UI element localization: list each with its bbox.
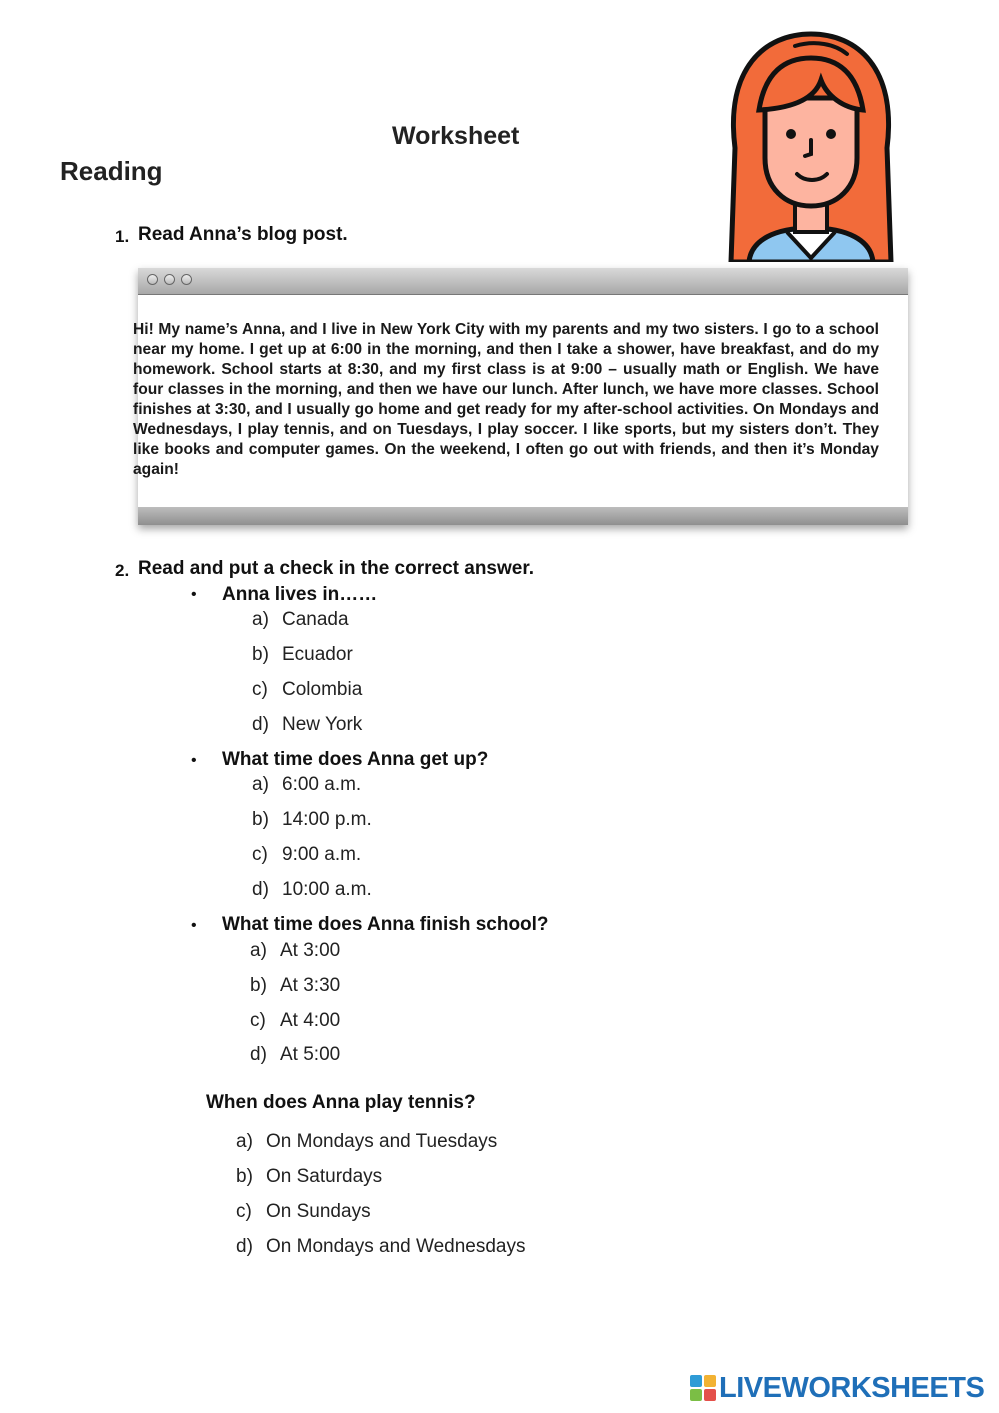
browser-footer-bar <box>138 507 908 525</box>
answer-option[interactable]: d) New York <box>252 714 363 735</box>
answer-option[interactable]: b) At 3:30 <box>250 975 341 996</box>
bullet: • <box>191 917 197 934</box>
answer-option[interactable]: a) At 3:00 <box>250 940 341 961</box>
bullet: • <box>191 586 197 603</box>
sub-question: Anna lives in…… <box>222 584 378 605</box>
question-text: Read and put a check in the correct answer. <box>138 558 534 579</box>
answer-option[interactable]: c) On Sundays <box>236 1201 371 1222</box>
question-number: 1. <box>115 227 130 246</box>
sub-question: What time does Anna get up? <box>222 749 489 770</box>
answer-option[interactable]: d) On Mondays and Wednesdays <box>236 1236 526 1257</box>
answer-option[interactable]: d) At 5:00 <box>250 1044 341 1065</box>
window-circle-icon <box>181 274 192 285</box>
bullet: • <box>191 752 197 769</box>
brand-name: LIVEWORKSHEETS <box>719 1371 985 1404</box>
window-circle-icon <box>147 274 158 285</box>
girl-avatar-icon <box>725 28 897 262</box>
blog-post-text: Hi! My name’s Anna, and I live in New York City with my parents and my two sisters. I go to a school near my home. I get up at 6:00 in the morning, and then I take a shower, have breakfast, and do my homework. School starts at 8:30, and my first class is at 9:00 – usually math or English. We have four classes in the morning, and then we have our lunch. After lunch, we have more classes. School finishes at 3:30, and I usually go home and get ready for my after-school activities. On Mondays and Wednesdays, I play tennis, and on Tuesdays, I play soccer. I like sports, but my sisters don’t. They like books and computer games. On the weekend, I often go out with friends, and then it’s Monday again! <box>133 321 879 478</box>
answer-option[interactable]: c) Colombia <box>252 679 363 700</box>
answer-option[interactable]: c) At 4:00 <box>250 1010 341 1031</box>
answer-option[interactable]: d) 10:00 a.m. <box>252 879 372 900</box>
answer-option[interactable]: b) On Saturdays <box>236 1166 383 1187</box>
liveworksheets-logo-icon <box>690 1375 716 1401</box>
page-title: Worksheet <box>392 122 520 150</box>
question-number: 2. <box>115 561 130 580</box>
question-text: Read Anna’s blog post. <box>138 224 348 245</box>
sub-question: When does Anna play tennis? <box>206 1092 476 1113</box>
browser-title-bar <box>138 268 908 295</box>
answer-option[interactable]: b) 14:00 p.m. <box>252 809 372 830</box>
answer-option[interactable]: a) On Mondays and Tuesdays <box>236 1131 498 1152</box>
answer-option[interactable]: c) 9:00 a.m. <box>252 844 362 865</box>
sub-question: What time does Anna finish school? <box>222 914 549 935</box>
answer-option[interactable]: a) Canada <box>252 609 349 630</box>
brand-watermark[interactable] <box>690 1373 984 1403</box>
window-circle-icon <box>164 274 175 285</box>
section-heading: Reading <box>60 156 163 186</box>
answer-option[interactable]: a) 6:00 a.m. <box>252 774 362 795</box>
answer-option[interactable]: b) Ecuador <box>252 644 353 665</box>
